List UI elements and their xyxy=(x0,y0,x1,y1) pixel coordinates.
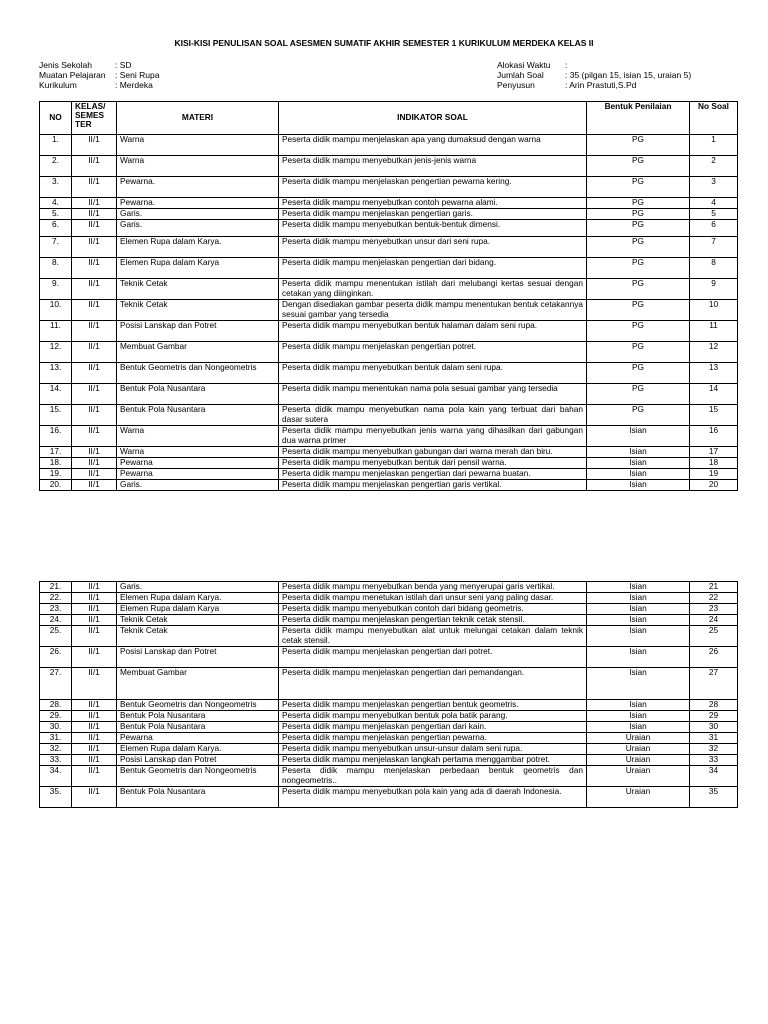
cell-bentuk-penilaian: PG xyxy=(587,321,690,342)
cell-bentuk-penilaian: Uraian xyxy=(587,744,690,755)
cell-bentuk-penilaian: Uraian xyxy=(587,755,690,766)
cell-no-soal: 13 xyxy=(690,363,738,384)
header-materi: MATERI xyxy=(117,102,279,135)
table-row xyxy=(40,279,738,300)
cell-indikator: Peserta didik mampu menyebutkan bentuk pola batik parang. xyxy=(279,711,587,722)
cell-no: 2. xyxy=(40,156,72,177)
info-label: Jumlah Soal xyxy=(497,70,544,80)
header-kelas-line: SEMES xyxy=(75,110,105,121)
cell-no-soal: 19 xyxy=(690,469,738,480)
table-row xyxy=(40,237,738,258)
cell-kelas: II/1 xyxy=(72,300,117,321)
cell-no-soal: 32 xyxy=(690,744,738,755)
cell-no: 13. xyxy=(40,363,72,384)
header-kelas-line: TER xyxy=(75,119,92,130)
cell-no-soal: 30 xyxy=(690,722,738,733)
cell-no-soal: 29 xyxy=(690,711,738,722)
cell-kelas: II/1 xyxy=(72,626,117,647)
cell-no: 34. xyxy=(40,766,72,787)
cell-kelas: II/1 xyxy=(72,668,117,700)
info-value: : 35 (pilgan 15, isian 15, uraian 5) xyxy=(565,70,692,80)
cell-materi: Elemen Rupa dalam Karya xyxy=(117,258,279,279)
table-row xyxy=(40,615,738,626)
cell-bentuk-penilaian: Uraian xyxy=(587,733,690,744)
cell-bentuk-penilaian: Isian xyxy=(587,458,690,469)
cell-bentuk-penilaian: Isian xyxy=(587,700,690,711)
cell-bentuk-penilaian: Uraian xyxy=(587,766,690,787)
info-right xyxy=(497,60,691,90)
cell-materi: Elemen Rupa dalam Karya xyxy=(117,604,279,615)
cell-no-soal: 35 xyxy=(690,787,738,808)
table-row xyxy=(40,426,738,447)
table-row xyxy=(40,321,738,342)
cell-no-soal: 21 xyxy=(690,582,738,593)
header-bentuk-penilaian: Bentuk Penilaian xyxy=(587,102,690,135)
table-row xyxy=(40,156,738,177)
cell-bentuk-penilaian: PG xyxy=(587,384,690,405)
cell-indikator: Peserta didik mampu menjelaskan perbedaan bentuk geometris dan nongeometris.. xyxy=(279,766,587,787)
cell-materi: Teknik Cetak xyxy=(117,615,279,626)
cell-bentuk-penilaian: Isian xyxy=(587,604,690,615)
table-row xyxy=(40,647,738,668)
cell-materi: Warna xyxy=(117,156,279,177)
cell-kelas: II/1 xyxy=(72,135,117,156)
cell-bentuk-penilaian: PG xyxy=(587,156,690,177)
cell-indikator: Peserta didik mampu menyebutkan gabungan dari warna merah dan biru. xyxy=(279,447,587,458)
cell-no: 10. xyxy=(40,300,72,321)
cell-materi: Bentuk Pola Nusantara xyxy=(117,384,279,405)
cell-no-soal: 24 xyxy=(690,615,738,626)
cell-materi: Bentuk Pola Nusantara xyxy=(117,711,279,722)
cell-bentuk-penilaian: PG xyxy=(587,258,690,279)
cell-no-soal: 1 xyxy=(690,135,738,156)
cell-indikator: Peserta didik mampu menjelaskan pengertian dari potret. xyxy=(279,647,587,668)
cell-kelas: II/1 xyxy=(72,279,117,300)
cell-indikator: Peserta didik mampu menyebutkan bentuk dalam seni rupa. xyxy=(279,363,587,384)
cell-no: 27. xyxy=(40,668,72,700)
cell-indikator: Peserta didik mampu menjelaskan pengertian dari pemandangan. xyxy=(279,668,587,700)
cell-kelas: II/1 xyxy=(72,209,117,220)
cell-bentuk-penilaian: PG xyxy=(587,135,690,156)
cell-bentuk-penilaian: Isian xyxy=(587,469,690,480)
cell-no: 18. xyxy=(40,458,72,469)
cell-materi: Bentuk Geometris dan Nongeometris xyxy=(117,700,279,711)
cell-materi: Pewarna xyxy=(117,469,279,480)
cell-no-soal: 27 xyxy=(690,668,738,700)
info-row-muatan-pelajaran xyxy=(39,70,159,80)
cell-no: 9. xyxy=(40,279,72,300)
info-label: Penyusun xyxy=(497,80,535,90)
cell-indikator: Peserta didik mampu menyebutkan bentuk halaman dalam seni rupa. xyxy=(279,321,587,342)
table-row xyxy=(40,220,738,237)
cell-materi: Bentuk Geometris dan Nongeometris xyxy=(117,363,279,384)
cell-kelas: II/1 xyxy=(72,733,117,744)
info-left xyxy=(39,60,159,90)
cell-indikator: Peserta didik mampu menjelaskan pengertian dari kain. xyxy=(279,722,587,733)
cell-indikator: Peserta didik mampu menjelaskan pengertian dari bidang. xyxy=(279,258,587,279)
table-row xyxy=(40,300,738,321)
cell-kelas: II/1 xyxy=(72,405,117,426)
table-row xyxy=(40,604,738,615)
cell-no: 1. xyxy=(40,135,72,156)
cell-no-soal: 25 xyxy=(690,626,738,647)
table-row xyxy=(40,626,738,647)
cell-materi: Warna xyxy=(117,447,279,458)
cell-bentuk-penilaian: Isian xyxy=(587,711,690,722)
cell-indikator: Peserta didik mampu menyebutkan benda yang menyerupai garis vertikal. xyxy=(279,582,587,593)
cell-materi: Warna xyxy=(117,135,279,156)
cell-no: 29. xyxy=(40,711,72,722)
cell-no-soal: 4 xyxy=(690,198,738,209)
cell-materi: Garis. xyxy=(117,480,279,491)
cell-indikator: Peserta didik mampu menyebutkan unsur-unsur dalam seni rupa. xyxy=(279,744,587,755)
cell-no-soal: 5 xyxy=(690,209,738,220)
cell-no: 15. xyxy=(40,405,72,426)
cell-materi: Elemen Rupa dalam Karya. xyxy=(117,593,279,604)
table-row xyxy=(40,722,738,733)
cell-no: 8. xyxy=(40,258,72,279)
cell-bentuk-penilaian: PG xyxy=(587,300,690,321)
cell-materi: Pewarna. xyxy=(117,177,279,198)
cell-no: 20. xyxy=(40,480,72,491)
table-header-row xyxy=(40,102,738,135)
cell-materi: Garis. xyxy=(117,209,279,220)
cell-no: 17. xyxy=(40,447,72,458)
cell-materi: Teknik Cetak xyxy=(117,279,279,300)
header-no-soal: No Soal xyxy=(690,102,738,135)
cell-no-soal: 15 xyxy=(690,405,738,426)
cell-kelas: II/1 xyxy=(72,198,117,209)
info-row-penyusun xyxy=(497,80,691,90)
cell-bentuk-penilaian: PG xyxy=(587,220,690,237)
cell-no-soal: 20 xyxy=(690,480,738,491)
cell-indikator: Peserta didik mampu menjelaskan pengertian dari pewarna buatan. xyxy=(279,469,587,480)
cell-materi: Pewarna. xyxy=(117,198,279,209)
info-row-alokasi-waktu xyxy=(497,60,691,70)
header-kelas-semester xyxy=(72,102,117,135)
cell-kelas: II/1 xyxy=(72,458,117,469)
table-row xyxy=(40,177,738,198)
cell-bentuk-penilaian: Uraian xyxy=(587,787,690,808)
cell-kelas: II/1 xyxy=(72,593,117,604)
cell-no: 3. xyxy=(40,177,72,198)
cell-bentuk-penilaian: PG xyxy=(587,279,690,300)
info-row-jumlah-soal xyxy=(497,70,691,80)
table-row xyxy=(40,342,738,363)
cell-no: 24. xyxy=(40,615,72,626)
cell-kelas: II/1 xyxy=(72,237,117,258)
info-label: Kurikulum xyxy=(39,80,77,90)
cell-bentuk-penilaian: Isian xyxy=(587,647,690,668)
cell-no-soal: 8 xyxy=(690,258,738,279)
cell-no: 33. xyxy=(40,755,72,766)
cell-materi: Pewarna xyxy=(117,733,279,744)
cell-materi: Posisi Lanskap dan Potret xyxy=(117,755,279,766)
cell-no: 5. xyxy=(40,209,72,220)
cell-kelas: II/1 xyxy=(72,615,117,626)
cell-no-soal: 16 xyxy=(690,426,738,447)
cell-bentuk-penilaian: PG xyxy=(587,405,690,426)
table-row xyxy=(40,744,738,755)
cell-materi: Elemen Rupa dalam Karya. xyxy=(117,237,279,258)
cell-no: 31. xyxy=(40,733,72,744)
cell-indikator: Peserta didik mampu menjelaskan pengertian potret. xyxy=(279,342,587,363)
info-label: Jenis Sekolah xyxy=(39,60,92,70)
cell-no: 25. xyxy=(40,626,72,647)
cell-no-soal: 12 xyxy=(690,342,738,363)
cell-bentuk-penilaian: Isian xyxy=(587,626,690,647)
cell-indikator: Peserta didik mampu menjelaskan langkah pertama menggambar potret. xyxy=(279,755,587,766)
cell-kelas: II/1 xyxy=(72,480,117,491)
cell-no-soal: 31 xyxy=(690,733,738,744)
table-row xyxy=(40,787,738,808)
info-row-kurikulum xyxy=(39,80,159,90)
cell-indikator: Peserta didik mampu menyebutkan nama pola kain yang terbuat dari bahan dasar sutera xyxy=(279,405,587,426)
cell-no-soal: 18 xyxy=(690,458,738,469)
table-row xyxy=(40,458,738,469)
table-row xyxy=(40,582,738,593)
cell-bentuk-penilaian: PG xyxy=(587,198,690,209)
table-row xyxy=(40,405,738,426)
cell-bentuk-penilaian: PG xyxy=(587,363,690,384)
cell-no-soal: 9 xyxy=(690,279,738,300)
info-value: : Arin Prastuti,S.Pd xyxy=(565,80,637,90)
cell-indikator: Peserta didik mampu menentukan nama pola sesuai gambar yang tersedia xyxy=(279,384,587,405)
cell-indikator: Peserta didik mampu menyebutkan bentuk dari pensil warna. xyxy=(279,458,587,469)
cell-materi: Posisi Lanskap dan Potret xyxy=(117,321,279,342)
table-row xyxy=(40,593,738,604)
table-row xyxy=(40,755,738,766)
cell-no: 11. xyxy=(40,321,72,342)
cell-indikator: Peserta didik mampu menetukan istilah dari unsur seni yang paling dasar. xyxy=(279,593,587,604)
cell-bentuk-penilaian: Isian xyxy=(587,722,690,733)
table-row xyxy=(40,700,738,711)
cell-bentuk-penilaian: Isian xyxy=(587,615,690,626)
cell-kelas: II/1 xyxy=(72,787,117,808)
cell-no: 16. xyxy=(40,426,72,447)
cell-no: 7. xyxy=(40,237,72,258)
cell-materi: Bentuk Pola Nusantara xyxy=(117,787,279,808)
cell-indikator: Peserta didik mampu menyebutkan jenis warna yang dihasilkan dari gabungan dua warna primer xyxy=(279,426,587,447)
cell-kelas: II/1 xyxy=(72,766,117,787)
table-row xyxy=(40,469,738,480)
table-row xyxy=(40,209,738,220)
cell-bentuk-penilaian: Isian xyxy=(587,593,690,604)
info-value: : Merdeka xyxy=(115,80,153,90)
cell-bentuk-penilaian: PG xyxy=(587,342,690,363)
cell-kelas: II/1 xyxy=(72,220,117,237)
cell-indikator: Peserta didik mampu menyebutkan bentuk-bentuk dimensi. xyxy=(279,220,587,237)
cell-materi: Bentuk Pola Nusantara xyxy=(117,405,279,426)
cell-materi: Bentuk Geometris dan Nongeometris xyxy=(117,766,279,787)
cell-indikator: Peserta didik mampu menjelaskan apa yang dumaksud dengan warna xyxy=(279,135,587,156)
table-row xyxy=(40,363,738,384)
table-row xyxy=(40,258,738,279)
cell-indikator: Peserta didik mampu menyebutkan contoh dari bidang geometris. xyxy=(279,604,587,615)
cell-indikator: Peserta didik mampu menjelaskan pengertian pewarna kering. xyxy=(279,177,587,198)
cell-no: 12. xyxy=(40,342,72,363)
cell-bentuk-penilaian: PG xyxy=(587,177,690,198)
cell-no-soal: 34 xyxy=(690,766,738,787)
table-row xyxy=(40,668,738,700)
header-no: NO xyxy=(40,102,72,135)
cell-materi: Posisi Lanskap dan Potret xyxy=(117,647,279,668)
cell-no-soal: 14 xyxy=(690,384,738,405)
document-title: KISI-KISI PENULISAN SOAL ASESMEN SUMATIF AKHIR SEMESTER 1 KURIKULUM MERDEKA KELAS II xyxy=(174,38,594,48)
cell-materi: Bentuk Pola Nusantara xyxy=(117,722,279,733)
cell-no-soal: 22 xyxy=(690,593,738,604)
header-indikator-soal: INDIKATOR SOAL xyxy=(279,102,587,135)
cell-no: 6. xyxy=(40,220,72,237)
cell-no: 28. xyxy=(40,700,72,711)
cell-indikator: Peserta didik mampu menjelaskan pengertian garis vertikal. xyxy=(279,480,587,491)
cell-no-soal: 26 xyxy=(690,647,738,668)
cell-no-soal: 3 xyxy=(690,177,738,198)
kisi-kisi-table-page-2 xyxy=(39,581,738,808)
cell-kelas: II/1 xyxy=(72,755,117,766)
cell-kelas: II/1 xyxy=(72,156,117,177)
cell-kelas: II/1 xyxy=(72,469,117,480)
cell-bentuk-penilaian: Isian xyxy=(587,668,690,700)
cell-kelas: II/1 xyxy=(72,604,117,615)
cell-kelas: II/1 xyxy=(72,647,117,668)
cell-bentuk-penilaian: Isian xyxy=(587,480,690,491)
info-label: Muatan Pelajaran xyxy=(39,70,106,80)
cell-indikator: Peserta didik mampu menjelaskan pengertian bentuk geometris. xyxy=(279,700,587,711)
cell-indikator: Dengan disediakan gambar peserta didik mampu menentukan bentuk cetakannya sesuai gambar yang tersedia xyxy=(279,300,587,321)
cell-no-soal: 2 xyxy=(690,156,738,177)
cell-indikator: Peserta didik mampu menyebutkan contoh pewarna alami. xyxy=(279,198,587,209)
cell-kelas: II/1 xyxy=(72,342,117,363)
table-row xyxy=(40,447,738,458)
cell-no-soal: 33 xyxy=(690,755,738,766)
header-kelas-line: KELAS/ xyxy=(75,101,106,111)
cell-no: 32. xyxy=(40,744,72,755)
cell-bentuk-penilaian: Isian xyxy=(587,426,690,447)
cell-bentuk-penilaian: Isian xyxy=(587,582,690,593)
cell-no: 26. xyxy=(40,647,72,668)
cell-kelas: II/1 xyxy=(72,744,117,755)
info-label: Alokasi Waktu xyxy=(497,60,551,70)
cell-indikator: Peserta didik mampu menyebutkan alat untuk melungai cetakan dalam teknik cetak stensil. xyxy=(279,626,587,647)
table-row xyxy=(40,198,738,209)
cell-kelas: II/1 xyxy=(72,722,117,733)
table-row xyxy=(40,766,738,787)
cell-indikator: Peserta didik mampu menyebutkan unsur dari seni rupa. xyxy=(279,237,587,258)
cell-materi: Teknik Cetak xyxy=(117,300,279,321)
cell-bentuk-penilaian: PG xyxy=(587,237,690,258)
info-value: : SD xyxy=(115,60,132,70)
cell-no: 4. xyxy=(40,198,72,209)
cell-indikator: Peserta didik mampu menjelaskan pengertian pewarna. xyxy=(279,733,587,744)
cell-bentuk-penilaian: Isian xyxy=(587,447,690,458)
cell-kelas: II/1 xyxy=(72,426,117,447)
cell-kelas: II/1 xyxy=(72,582,117,593)
cell-kelas: II/1 xyxy=(72,711,117,722)
cell-no: 19. xyxy=(40,469,72,480)
cell-materi: Warna xyxy=(117,426,279,447)
cell-kelas: II/1 xyxy=(72,363,117,384)
cell-indikator: Peserta didik mampu menyebutkan pola kain yang ada di daerah Indonesia. xyxy=(279,787,587,808)
cell-no-soal: 6 xyxy=(690,220,738,237)
cell-indikator: Peserta didik mampu menyebutkan jenis-jenis warna xyxy=(279,156,587,177)
table-row xyxy=(40,733,738,744)
cell-kelas: II/1 xyxy=(72,384,117,405)
cell-no: 35. xyxy=(40,787,72,808)
table-row xyxy=(40,480,738,491)
cell-no-soal: 10 xyxy=(690,300,738,321)
cell-kelas: II/1 xyxy=(72,177,117,198)
cell-kelas: II/1 xyxy=(72,447,117,458)
cell-indikator: Peserta didik mampu menentukan istilah dari melubangi kertas sesuai dengan cetakan yang diinginkan. xyxy=(279,279,587,300)
cell-materi: Garis. xyxy=(117,220,279,237)
kisi-kisi-table-page-1 xyxy=(39,101,738,491)
cell-indikator: Peserta didik mampu menjelaskan pengertian garis. xyxy=(279,209,587,220)
table-row xyxy=(40,711,738,722)
cell-kelas: II/1 xyxy=(72,700,117,711)
info-value: : xyxy=(565,60,568,70)
cell-no-soal: 23 xyxy=(690,604,738,615)
cell-no: 23. xyxy=(40,604,72,615)
cell-kelas: II/1 xyxy=(72,321,117,342)
cell-no-soal: 17 xyxy=(690,447,738,458)
cell-no-soal: 7 xyxy=(690,237,738,258)
cell-materi: Teknik Cetak xyxy=(117,626,279,647)
cell-indikator: Peserta didik mampu menjelaskan pengertian teknik cetak stensil. xyxy=(279,615,587,626)
cell-kelas: II/1 xyxy=(72,258,117,279)
cell-no: 14. xyxy=(40,384,72,405)
cell-materi: Membuat Gambar xyxy=(117,342,279,363)
cell-materi: Elemen Rupa dalam Karya. xyxy=(117,744,279,755)
cell-materi: Garis. xyxy=(117,582,279,593)
cell-no: 22. xyxy=(40,593,72,604)
cell-no: 21. xyxy=(40,582,72,593)
cell-no-soal: 11 xyxy=(690,321,738,342)
cell-no-soal: 28 xyxy=(690,700,738,711)
cell-no: 30. xyxy=(40,722,72,733)
cell-materi: Membuat Gambar xyxy=(117,668,279,700)
info-value: : Seni Rupa xyxy=(115,70,160,80)
table-row xyxy=(40,135,738,156)
info-row-jenis-sekolah xyxy=(39,60,159,70)
cell-materi: Pewarna xyxy=(117,458,279,469)
cell-bentuk-penilaian: PG xyxy=(587,209,690,220)
table-row xyxy=(40,384,738,405)
